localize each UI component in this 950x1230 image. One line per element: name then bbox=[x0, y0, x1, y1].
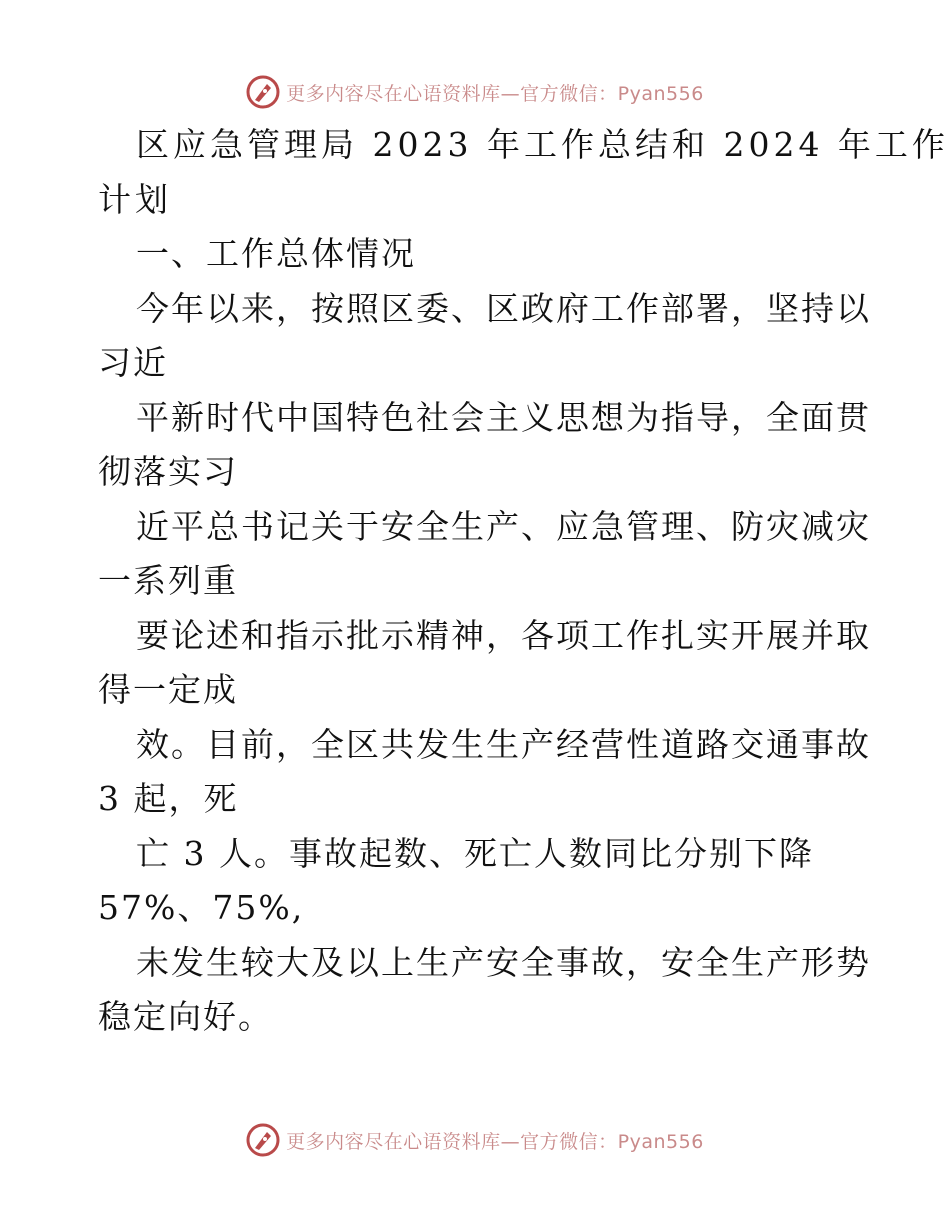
pen-nib-icon bbox=[246, 1123, 280, 1157]
section-heading: 一、工作总体情况 bbox=[136, 234, 416, 273]
watermark-text: 更多内容尽在心语资料库—官方微信：Pyan556 bbox=[286, 82, 704, 105]
paragraph-line: 3 起，死 bbox=[98, 779, 239, 818]
paragraph-line: 57%、75%, bbox=[98, 888, 305, 927]
pen-nib-icon bbox=[246, 75, 280, 109]
paragraph-line: 一系列重 bbox=[98, 561, 238, 600]
paragraph-line: 效。目前，全区共发生生产经营性道路交通事故 bbox=[136, 724, 871, 764]
paragraph-line: 未发生较大及以上生产安全事故，安全生产形势 bbox=[136, 942, 871, 982]
paragraph-line: 平新时代中国特色社会主义思想为指导，全面贯 bbox=[136, 397, 871, 437]
paragraph-line: 近平总书记关于安全生产、应急管理、防灾减灾 bbox=[136, 506, 871, 546]
document-title-continued: 计划 bbox=[98, 179, 172, 219]
paragraph-line: 今年以来，按照区委、区政府工作部署，坚持以 bbox=[136, 288, 871, 328]
paragraph-line: 习近 bbox=[98, 343, 168, 382]
paragraph-line: 彻落实习 bbox=[98, 452, 238, 491]
watermark-text: 更多内容尽在心语资料库—官方微信：Pyan556 bbox=[286, 1130, 704, 1153]
paragraph-line: 得一定成 bbox=[98, 670, 238, 709]
header-watermark bbox=[0, 72, 950, 112]
document-title: 区应急管理局 2023 年工作总结和 2024 年工作 bbox=[136, 125, 949, 164]
paragraph-line: 稳定向好。 bbox=[98, 997, 273, 1036]
paragraph-line: 要论述和指示批示精神，各项工作扎实开展并取 bbox=[136, 615, 871, 655]
footer-watermark bbox=[0, 1120, 950, 1160]
document-body bbox=[98, 118, 949, 1045]
paragraph-line: 亡 3 人。事故起数、死亡人数同比分别下降 bbox=[136, 833, 814, 873]
